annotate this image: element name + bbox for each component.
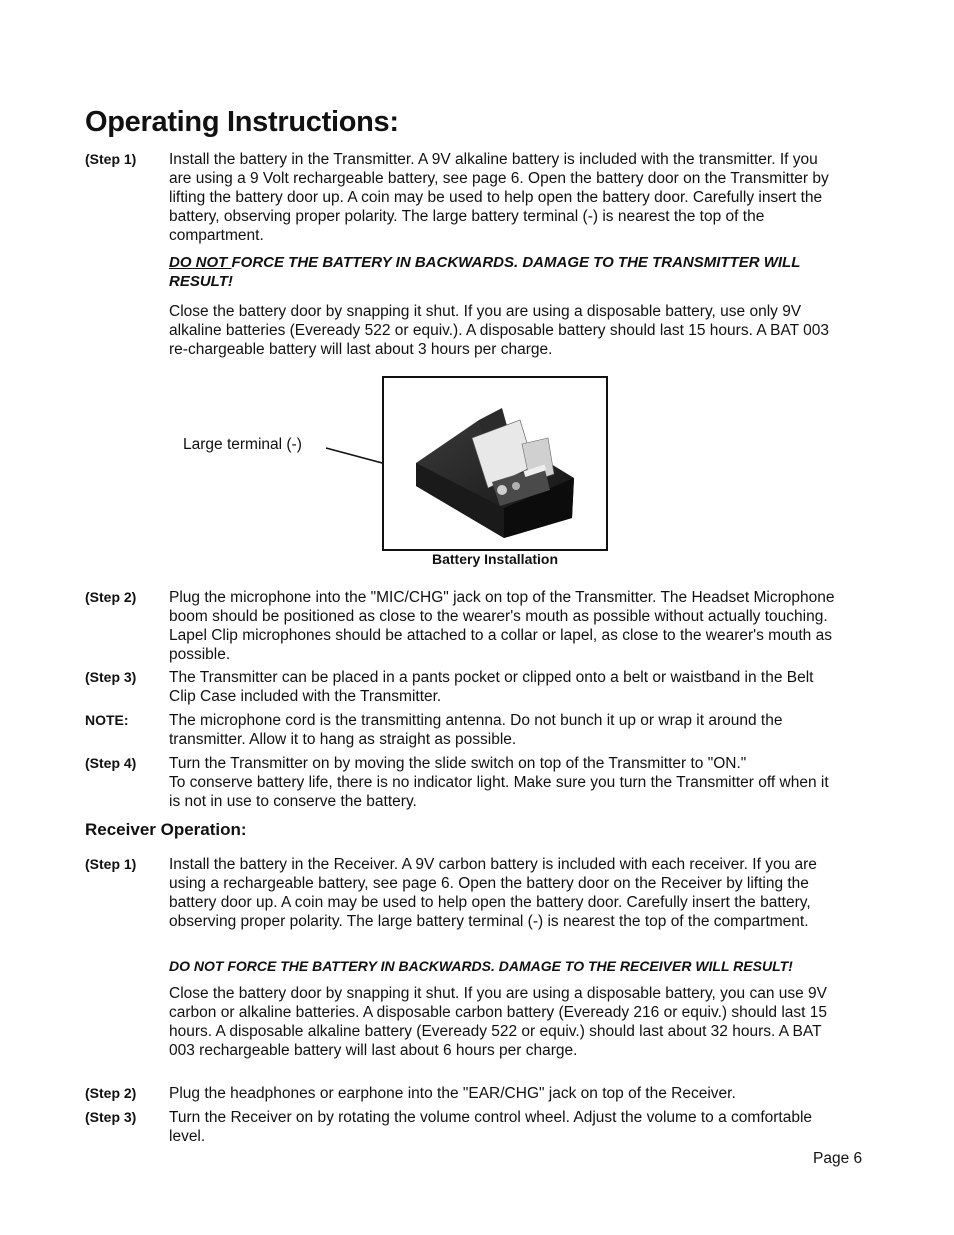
- warning-text: DO NOT FORCE THE BATTERY IN BACKWARDS. DAMAGE TO THE RECEIVER WILL RESULT!: [169, 958, 793, 974]
- warning-body: FORCE THE BATTERY IN BACKWARDS. DAMAGE TO THE TRANSMITTER WILL RESULT!: [169, 254, 801, 290]
- step-text: To conserve battery life, there is no indicator light. Make sure you turn the Transmitter off when it is not in use to conserve the battery.: [169, 774, 829, 810]
- step-label: (Step 1): [85, 856, 137, 872]
- step-text: Close the battery door by snapping it shut. If you are using a disposable battery, you can use 9V carbon or alkaline batteries. A disposable carbon battery (Eveready 216 or equiv.) should last 15 hours. A disposable alkaline battery (Eveready 522 or equiv.) should last about 32 hours. A BAT 003 rechargeable battery will last about 6 hours per charge.: [169, 985, 828, 1059]
- step-label: (Step 1): [85, 151, 137, 167]
- step-text: Install the battery in the Transmitter. A 9V alkaline battery is included with the transmitter. If you are using a 9 Volt rechargeable battery, see page 6. Open the battery door on the Transmitter by lifting the battery door up. A coin may be used to help open the battery door. Carefully insert the battery, observing proper polarity. The large battery terminal (-) is nearest the top of the compartment.: [169, 151, 829, 244]
- step-text: Close the battery door by snapping it shut. If you are using a disposable battery, use only 9V alkaline batteries (Eveready 522 or equiv.). A disposable battery should last 15 hours. A BAT 003 re-chargeable battery will last about 3 hours per charge.: [169, 303, 830, 358]
- step-text: Plug the headphones or earphone into the "EAR/CHG" jack on top of the Receiver.: [169, 1085, 736, 1102]
- note-text: The microphone cord is the transmitting antenna. Do not bunch it up or wrap it around the transmitter. Allow it to hang as straight as possible.: [169, 712, 783, 748]
- warning-emphasis: DO NOT: [169, 254, 232, 271]
- section-title: Receiver Operation:: [85, 820, 247, 839]
- note-label: NOTE:: [85, 712, 129, 728]
- step-text: Plug the microphone into the "MIC/CHG" jack on top of the Transmitter. The Headset Microphone boom should be positioned as close to the wearer's mouth as possible without actually touching. Lapel Clip microphones should be attached to a collar or lapel, as close to the wearer's mouth as possible.: [169, 589, 835, 663]
- step-label: (Step 2): [85, 1085, 137, 1101]
- step-text: Turn the Receiver on by rotating the volume control wheel. Adjust the volume to a comfortable level.: [169, 1109, 813, 1145]
- battery-figure: [382, 376, 608, 551]
- step-text: Install the battery in the Receiver. A 9V carbon battery is included with each receiver. If you are using a rechargeable battery, see page 6. Open the battery door on the Receiver by lifting the battery door up. A coin may be used to help open the battery door. Carefully insert the battery, observing proper polarity. The large battery terminal (-) is nearest the top of the compartment.: [169, 856, 817, 930]
- battery-compartment-illustration: [384, 378, 606, 549]
- step-label: (Step 2): [85, 589, 137, 605]
- figure-caption: Battery Installation: [431, 551, 559, 567]
- step-label: (Step 3): [85, 1109, 137, 1125]
- step-text: Turn the Transmitter on by moving the slide switch on top of the Transmitter to "ON.": [169, 755, 747, 772]
- step-text: The Transmitter can be placed in a pants pocket or clipped onto a belt or waistband in the Belt Clip Case included with the Transmitter.: [169, 669, 814, 705]
- step-label: (Step 3): [85, 669, 137, 685]
- page-number: Page 6: [813, 1150, 863, 1167]
- figure-callout: Large terminal (-): [183, 436, 302, 453]
- step-label: (Step 4): [85, 755, 137, 771]
- page-title: Operating Instructions:: [85, 106, 399, 138]
